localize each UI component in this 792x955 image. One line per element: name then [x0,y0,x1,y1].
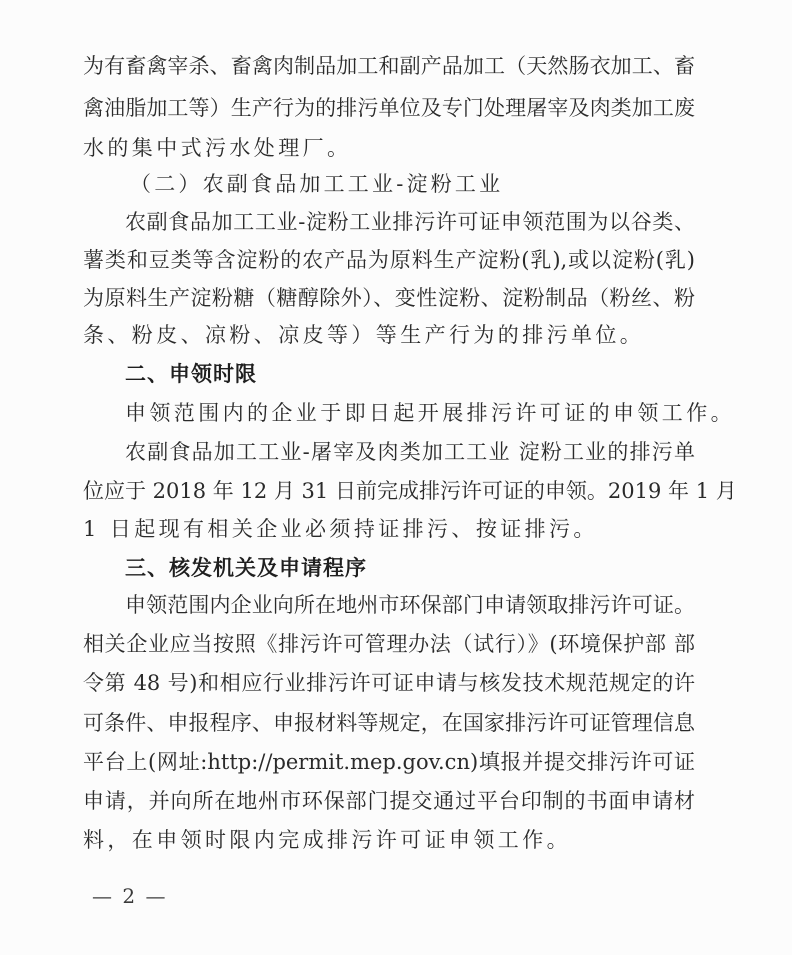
paragraph-line: 令第 48 号)和相应行业排污许可证申请与核发技术规范规定的许 [83,671,695,695]
paragraph-line: 平台上(网址:http://permit.mep.gov.cn)填报并提交排污许可证 [83,750,695,774]
section-heading-authority: 三、核发机关及申请程序 [125,556,367,580]
paragraph-line: 申领范围内企业向所在地州市环保部门申请领取排污许可证。 [125,593,695,617]
paragraph-line: 农副食品加工工业-淀粉工业排污许可证申领范围为以谷类、 [125,210,695,234]
page-number: — 2 — [92,884,168,908]
paragraph-line: 1 日起现有相关企业必须持证排污、按证排污。 [83,517,598,541]
paragraph-line: 禽油脂加工等）生产行为的排污单位及专门处理屠宰及肉类加工废 [83,96,695,120]
paragraph-line: 可条件、申报程序、申报材料等规定，在国家排污许可证管理信息 [83,711,695,735]
paragraph-line: 农副食品加工工业-屠宰及肉类加工工业 淀粉工业的排污单 [125,440,695,464]
paragraph-line: 申领范围内的企业于即日起开展排污许可证的申领工作。 [125,401,735,425]
paragraph-line: 薯类和豆类等含淀粉的农产品为原料生产淀粉(乳),或以淀粉(乳) [83,248,695,272]
paragraph-line: 相关企业应当按照《排污许可管理办法（试行）》(环境保护部 部 [83,632,695,656]
paragraph-line: 为有畜禽宰杀、畜禽肉制品加工和副产品加工（天然肠衣加工、畜 [83,54,695,78]
section-heading-deadline: 二、申领时限 [125,362,257,386]
paragraph-line: 为原料生产淀粉糖（糖醇除外）、变性淀粉、淀粉制品（粉丝、粉 [83,286,695,310]
paragraph-line: 水的集中式污水处理厂。 [83,136,352,160]
subsection-heading-starch: （二）农副食品加工工业-淀粉工业 [130,172,504,196]
paragraph-line: 条、粉皮、凉粉、凉皮等）等生产行为的排污单位。 [83,323,645,347]
paragraph-line: 位应于 2018 年 12 月 31 日前完成排污许可证的申领。2019 年 1 月 [83,479,737,503]
paragraph-line: 申请，并向所在地州市环保部门提交通过平台印制的书面申请材 [83,789,695,813]
paragraph-line: 料，在申领时限内完成排污许可证申领工作。 [83,828,571,852]
